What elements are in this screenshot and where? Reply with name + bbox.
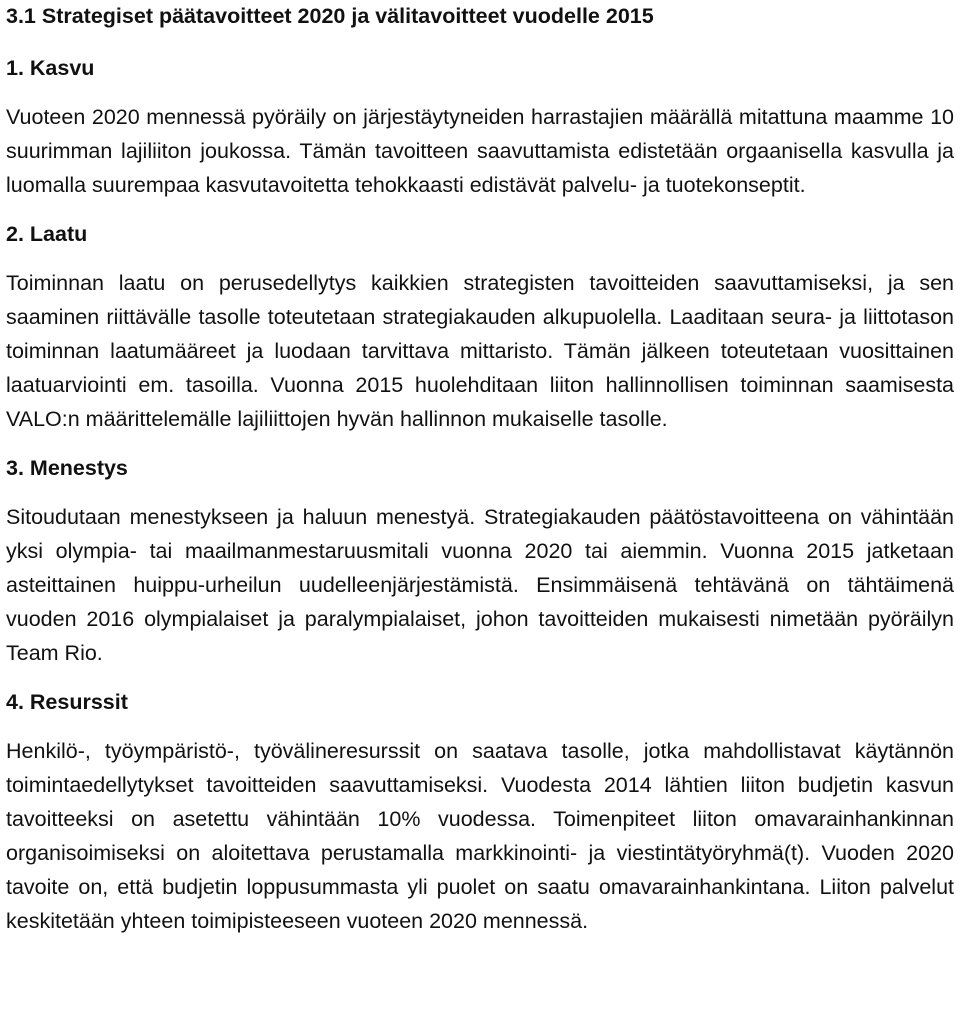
section-heading-resurssit: 4. Resurssit (6, 690, 128, 714)
section-body-kasvu: Vuoteen 2020 mennessä pyöräily on järjestäytyneiden harrastajien määrällä mitattuna maamme 10 suurimman lajiliiton joukossa. Tämän tavoitteen saavuttamista edistetään orgaanisella kasvulla ja luomalla suurempaa kasvutavoitetta tehokkaasti edistävät palvelu- ja tuotekonseptit. (6, 105, 954, 197)
section-body-menestys: Sitoudutaan menestykseen ja haluun menestyä. Strategiakauden päätöstavoitteena on vähintään yksi olympia- tai maailmanmestaruusmitali vuonna 2020 tai aiemmin. Vuonna 2015 jatketaan asteittainen huippu-urheilun uudelleenjärjestämistä. Ensimmäisenä tehtävänä on tähtäimenä vuoden 2016 olympialaiset ja paralympialaiset, johon tavoitteiden mukaisesti nimetään pyöräilyn Team Rio. (6, 505, 954, 665)
document-page (6, 0, 954, 938)
document-title: 3.1 Strategiset päätavoitteet 2020 ja välitavoitteet vuodelle 2015 (6, 4, 654, 28)
section-heading-kasvu: 1. Kasvu (6, 56, 95, 80)
section-heading-menestys: 3. Menestys (6, 456, 128, 480)
section-body-resurssit: Henkilö-, työympäristö-, työvälineresurssit on saatava tasolle, jotka mahdollistavat käytännön toimintaedellytykset tavoitteiden saavuttamiseksi. Vuodesta 2014 lähtien liiton budjetin kasvun tavoitteeksi on asetettu vähintään 10% vuodessa. Toimenpiteet liiton omavarainhankinnan organisoimiseksi on aloitettava perustamalla markkinointi- ja viestintätyöryhmä(t). Vuoden 2020 tavoite on, että budjetin loppusummasta yli puolet on saatu omavarainhankintana. Liiton palvelut keskitetään yhteen toimipisteeseen vuoteen 2020 mennessä. (6, 739, 954, 933)
section-heading-laatu: 2. Laatu (6, 222, 88, 246)
section-body-laatu: Toiminnan laatu on perusedellytys kaikkien strategisten tavoitteiden saavuttamiseksi, ja sen saaminen riittävälle tasolle toteutetaan strategiakauden alkupuolella. Laaditaan seura- ja liittotason toiminnan laatumääreet ja luodaan tarvittava mittaristo. Tämän jälkeen toteutetaan vuosittainen laatuarviointi em. tasoilla. Vuonna 2015 huolehditaan liiton hallinnollisen toiminnan saamisesta VALO:n määrittelemälle lajiliittojen hyvän hallinnon mukaiselle tasolle. (6, 271, 954, 431)
